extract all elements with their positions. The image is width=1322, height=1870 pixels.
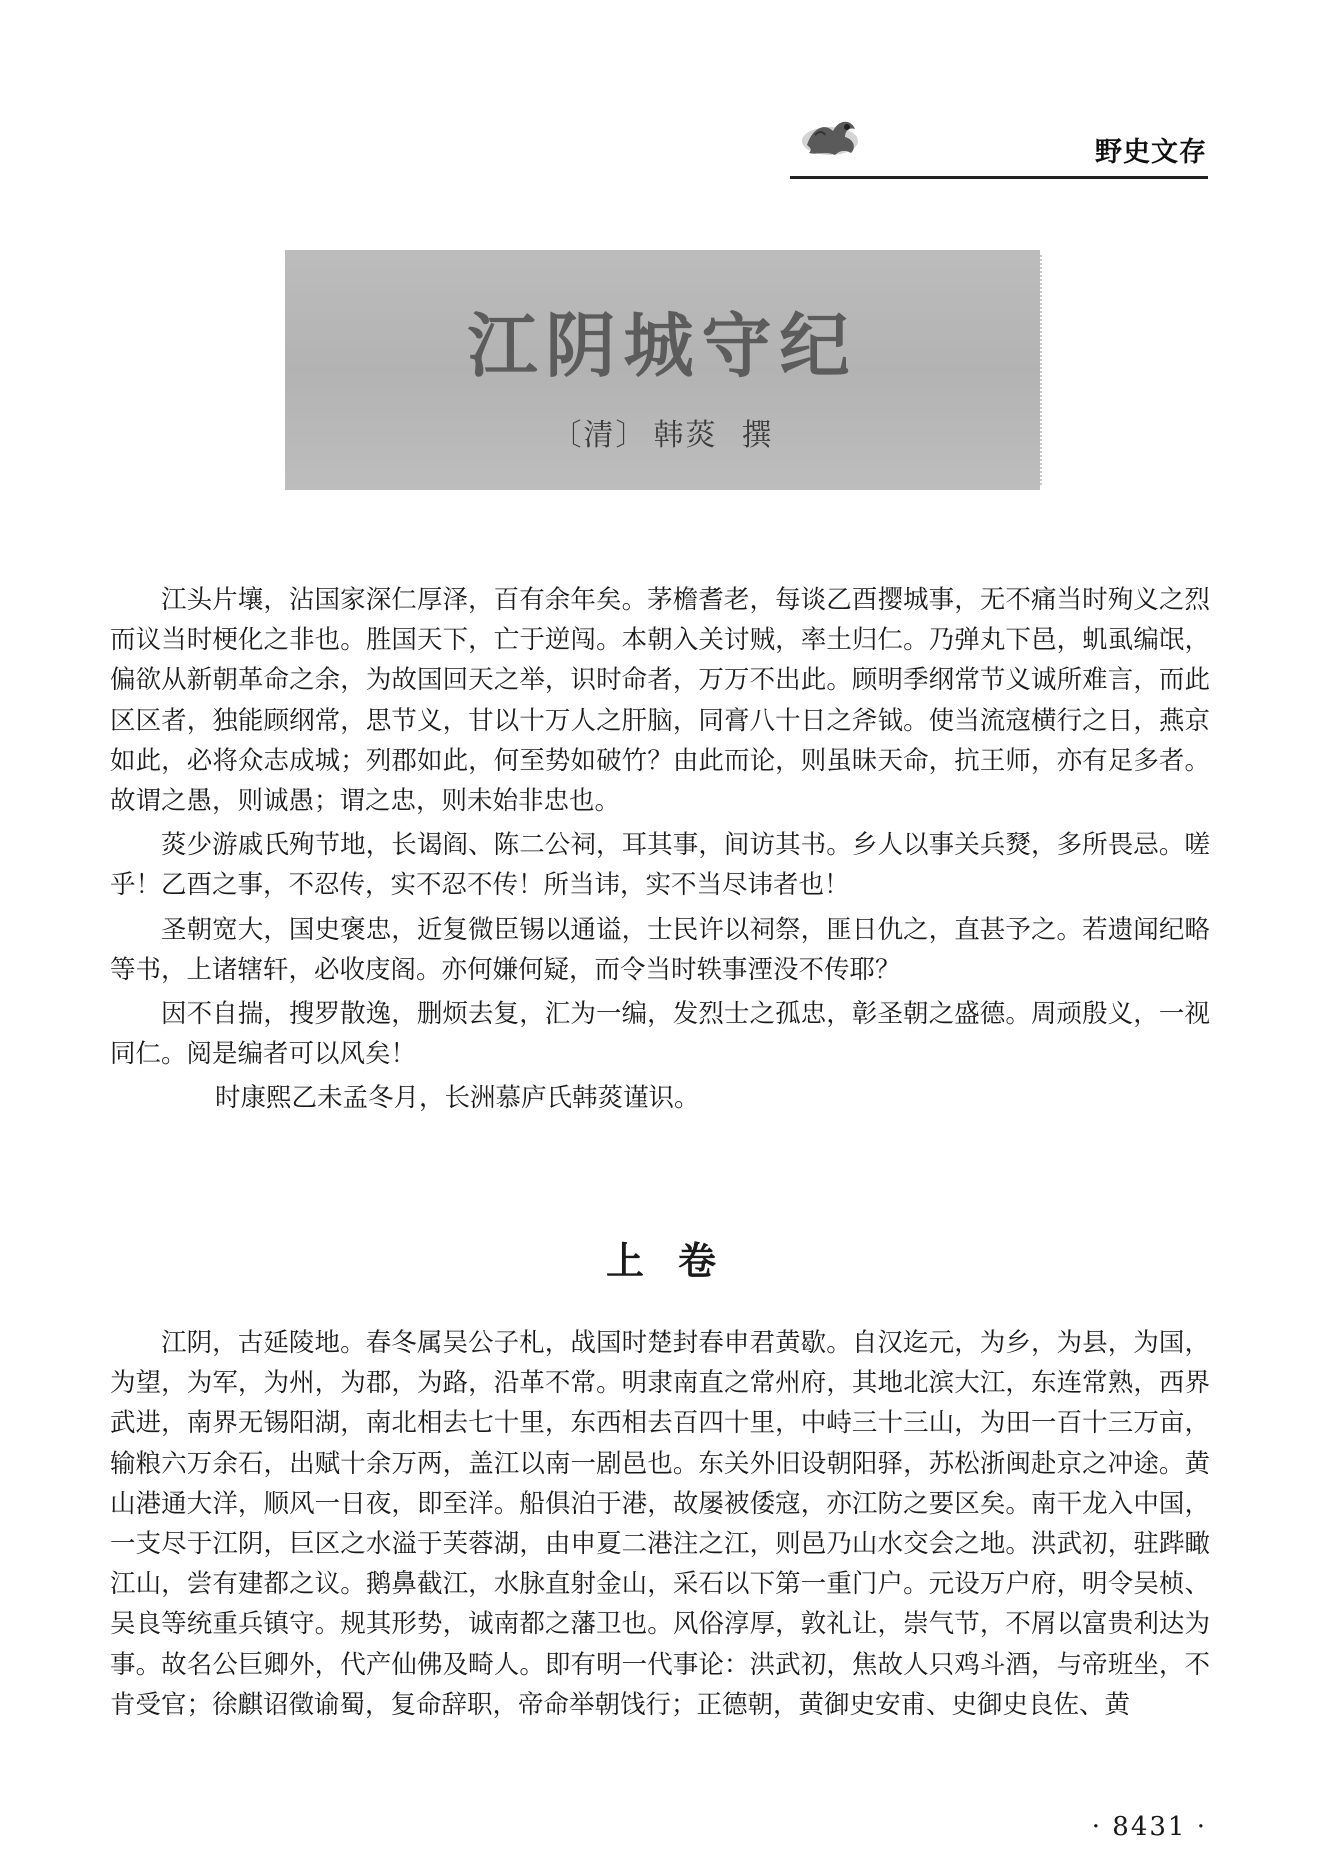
preface (110, 580, 1210, 1118)
main-text (110, 1323, 1210, 1725)
qilin-emblem-icon (795, 105, 865, 167)
document-title: 江阴城守纪 (467, 304, 858, 387)
title-banner (285, 250, 1040, 490)
running-header-title: 野史文存 (1095, 137, 1207, 168)
body-paragraph: 江阴，古延陵地。春冬属吴公子札，战国时楚封春申君黄歇。自汉迄元，为乡，为县，为国，为望，为军，为州，为郡，为路，沿革不常。明隶南直之常州府，其地北滨大江，东连常熟，西界武进，南界无锡阳湖，南北相去七十里，东西相去百四十里，中峙三十三山，为田一百十三万亩，输粮六万余石，出赋十余万两，盖江以南一剧邑也。东关外旧设朝阳驿，苏松浙闽赴京之冲途。黄山港通大洋，顺风一日夜，即至洋。船俱泊于港，故屡被倭寇，亦江防之要区矣。南干龙入中国，一支尽于江阴，巨区之水溢于芙蓉湖，由申夏二港注之江，则邑乃山水交会之地。洪武初，驻跸瞰江山，尝有建都之议。鹅鼻截江，水脉直射金山，采石以下第一重门户。元设万户府，明令吴桢、吴良等统重兵镇守。规其形势，诚南都之藩卫也。风俗淳厚，敦礼让，崇气节，不屑以富贵利达为事。故名公巨卿外，代产仙佛及畸人。即有明一代事论：洪武初，焦故人只鸡斗酒，与帝班坐，不肯受官；徐麒诏徵谕蜀，复命辞职，帝命举朝饯行；正德朝，黄御史安甫、史御史良佐、黄 (110, 1328, 1210, 1720)
preface-paragraph: 菼少游戚氏殉节地，长谒阎、陈二公祠，耳其事，间访其书。乡人以事关兵燹，多所畏忌。嗟乎！乙酉之事，不忍传，实不忍不传！所当讳，实不当尽讳者也！ (110, 830, 1210, 901)
preface-paragraph: 江头片壤，沾国家深仁厚泽，百有余年矣。茅檐耆老，每谈乙酉撄城事，无不痛当时殉义之烈而议当时梗化之非也。胜国天下，亡于逆闯。本朝入关讨贼，率土归仁。乃弹丸下邑，虮虱编氓，偏欲从新朝革命之余，为故国回天之举，识时命者，万万不出此。顾明季纲常节义诚所难言，而此区区者，独能顾纲常，思节义，甘以十万人之肝脑，同膏八十日之斧钺。使当流寇横行之日，燕京如此，必将众志成城；列郡如此，何至势如破竹？由此而论，则虽昧天命，抗王师，亦有足多者。故谓之愚，则诚愚；谓之忠，则未始非忠也。 (110, 585, 1210, 817)
dynasty-label: 〔清〕 (551, 418, 648, 453)
section-heading: 上卷 (605, 1239, 750, 1283)
scan-artifact (1040, 255, 1050, 485)
preface-paragraph: 因不自揣，搜罗散逸，删烦去复，汇为一编，发烈士之孤忠，彰圣朝之盛德。周顽殷义，一视同仁。阅是编者可以风矣！ (110, 999, 1210, 1070)
preface-signature: 时康熙乙未孟冬月，长洲慕庐氏韩菼谨识。 (215, 1083, 700, 1114)
authorship-verb: 撰 (741, 418, 774, 453)
preface-paragraph: 圣朝宽大，国史褒忠，近复微臣锡以通谥，士民许以祠祭，匪日仇之，直甚予之。若遗闻纪略等书，上诸辖轩，必收庋阁。亦何嫌何疑，而令当时轶事湮没不传耶？ (110, 914, 1210, 985)
header-rule (790, 176, 1208, 179)
author-name: 韩菼 (653, 418, 718, 453)
author-byline (285, 410, 1040, 454)
page-number: · 8431 · (1091, 1812, 1207, 1842)
